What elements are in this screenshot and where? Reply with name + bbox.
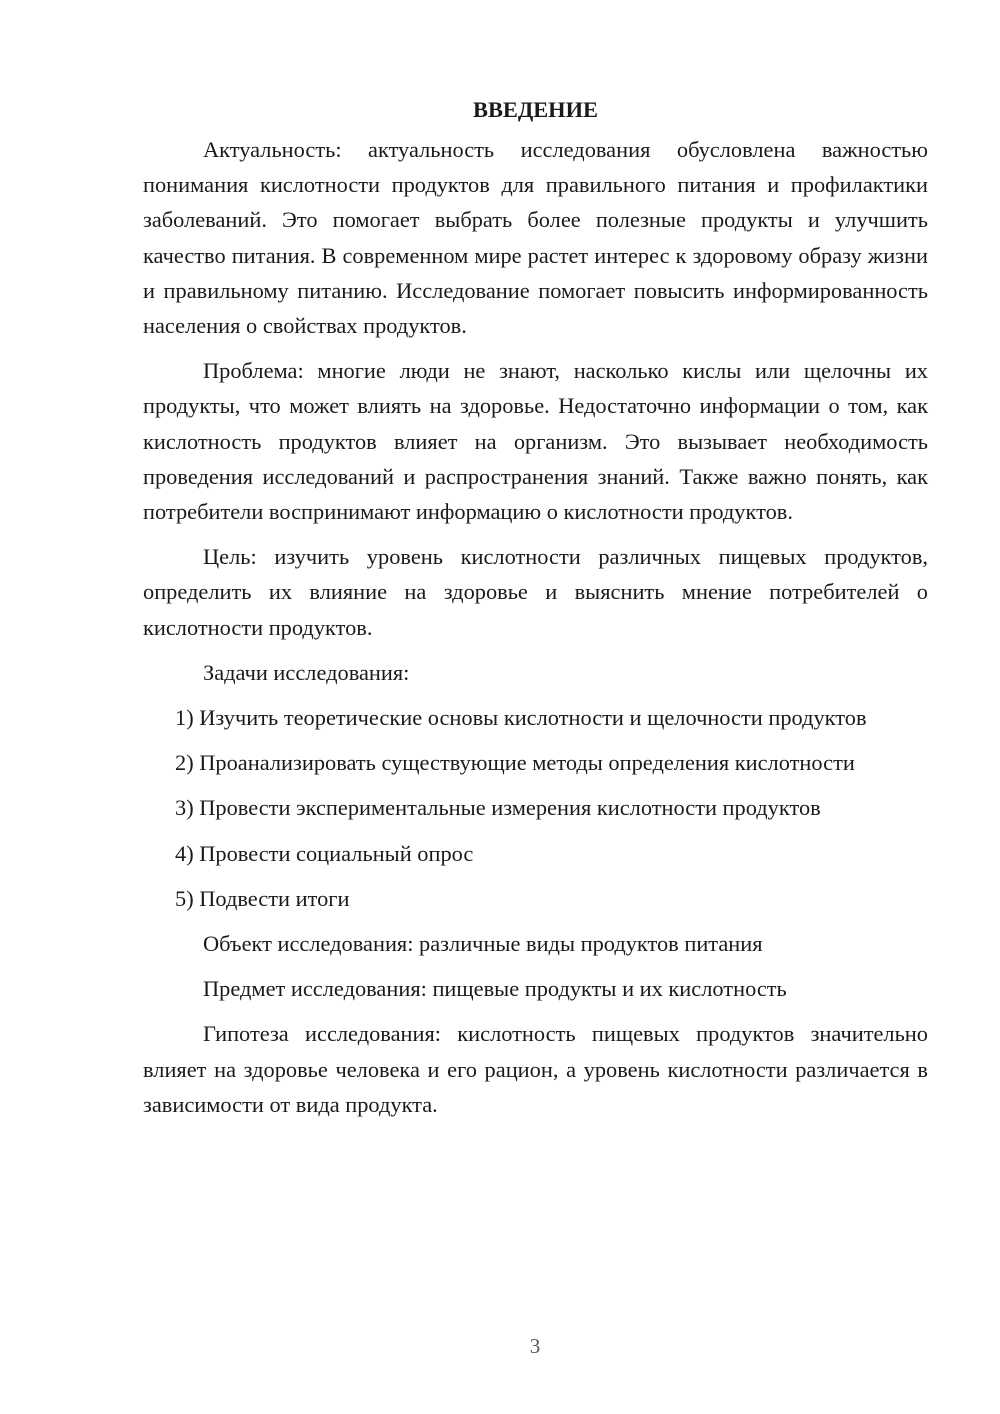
page-number: 3 bbox=[529, 1334, 541, 1358]
section-heading: ВВЕДЕНИЕ bbox=[473, 97, 598, 122]
task-item-2: 2) Проанализировать существующие методы определения кислотности bbox=[175, 750, 855, 776]
document-page bbox=[143, 92, 928, 1122]
paragraph-goal: Цель: изучить уровень кислотности различных пищевых продуктов, определить их влияние на здоровье и выяснить мнение потребителей о кислотности продуктов. bbox=[143, 544, 928, 640]
paragraph-object: Объект исследования: различные виды продуктов питания bbox=[203, 931, 763, 957]
tasks-title: Задачи исследования: bbox=[203, 659, 410, 685]
tasks-list bbox=[143, 700, 928, 916]
task-item-5: 5) Подвести итоги bbox=[175, 885, 350, 911]
task-item-3: 3) Провести экспериментальные измерения кислотности продуктов bbox=[175, 795, 821, 821]
paragraph-relevance: Актуальность: актуальность исследования обусловлена важностью понимания кислотности продуктов для правильного питания и профилактики заболеваний. Это помогает выбрать более полезные продукты и улучшить качество питания. В современном мире растет интерес к здоровому образу жизни и правильному питанию. Исследование помогает повысить информированность населения о свойствах продуктов. bbox=[143, 137, 928, 339]
task-item-4: 4) Провести социальный опрос bbox=[175, 840, 474, 866]
paragraph-hypothesis: Гипотеза исследования: кислотность пищевых продуктов значительно влияет на здоровье человека и его рацион, а уровень кислотности различается в зависимости от вида продукта. bbox=[143, 1021, 928, 1117]
paragraph-problem: Проблема: многие люди не знают, насколько кислы или щелочны их продукты, что может влиять на здоровье. Недостаточно информации о том, как кислотность продуктов влияет на организм. Это вызывает необходимость проведения исследований и распространения знаний. Также важно понять, как потребители воспринимают информацию о кислотности продуктов. bbox=[143, 358, 928, 525]
paragraph-subject: Предмет исследования: пищевые продукты и их кислотность bbox=[203, 976, 787, 1002]
task-item-1: 1) Изучить теоретические основы кислотности и щелочности продуктов bbox=[175, 705, 867, 731]
